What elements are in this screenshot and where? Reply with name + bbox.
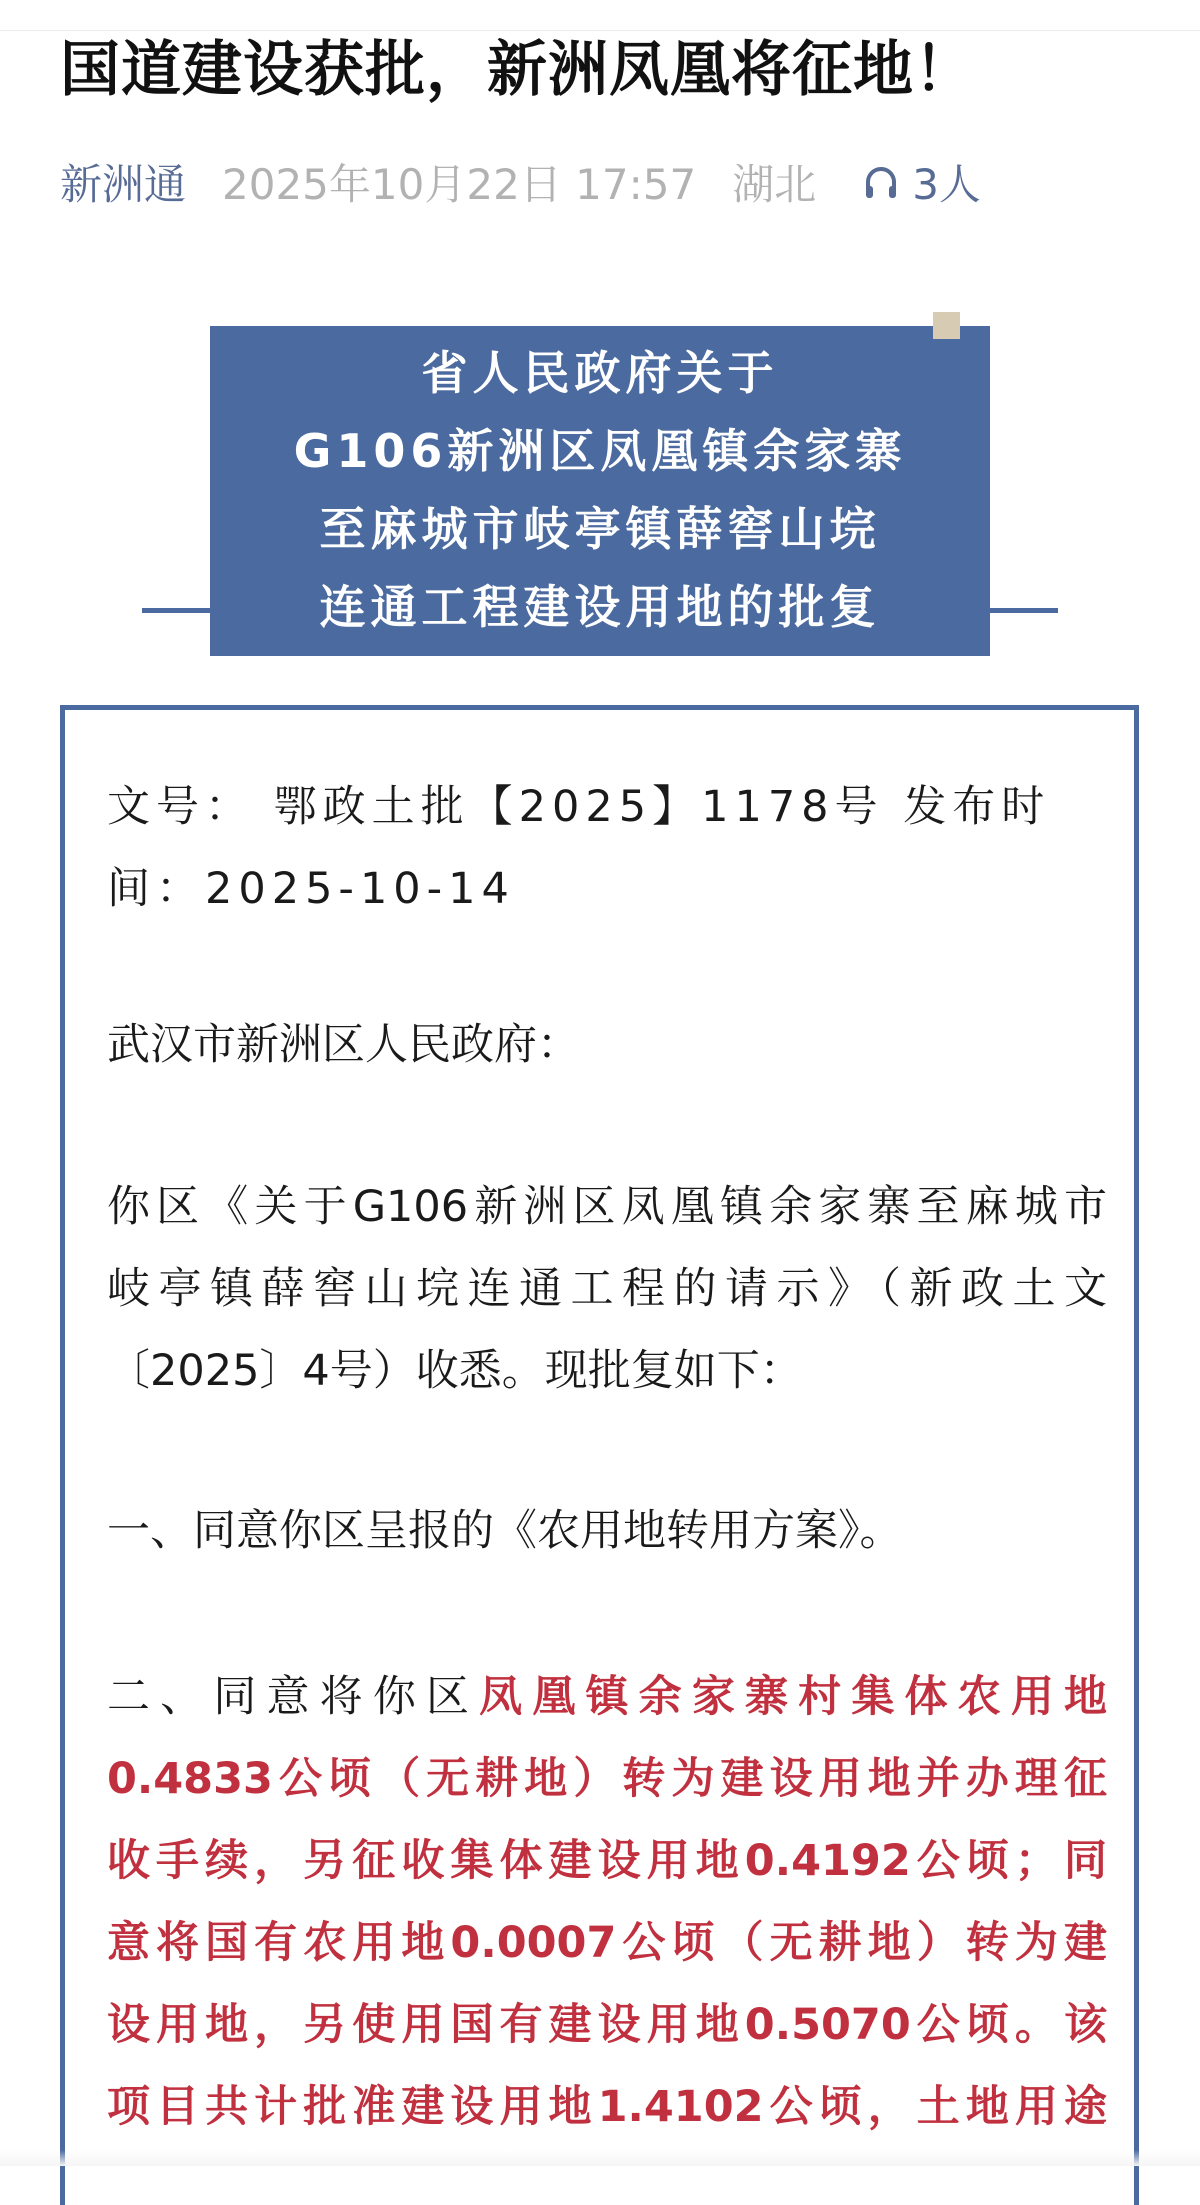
banner-line: 连通工程建设用地的批复 <box>319 580 881 634</box>
publish-region: 湖北 <box>732 160 817 209</box>
paragraph-line: 〔2025〕4号）收悉。现批复如下： <box>107 1346 803 1396</box>
highlighted-line: 意将国有农用地0.0007公顷（无耕地）转为建 <box>107 1918 1107 1968</box>
listen-count: 3人 <box>912 160 981 209</box>
publish-date: 2025年10月22日 17:57 <box>222 160 697 209</box>
banner-line: 省人民政府关于 <box>421 346 779 400</box>
banner-rule-right <box>988 608 1058 613</box>
banner-line: 至麻城市岐亭镇薛窖山垸 <box>319 502 881 556</box>
highlighted-line: 设用地，另使用国有建设用地0.5070公顷。该 <box>107 2000 1107 2050</box>
highlighted-line: 0.4833公顷（无耕地）转为建设用地并办理征 <box>107 1754 1107 1804</box>
article-meta <box>60 152 981 212</box>
item-two-prefix: 二、同意将你区 <box>107 1672 480 1722</box>
doc-number-line: 文号： 鄂政土批【2025】1178号 发布时 <box>107 782 1051 832</box>
paragraph-line: 岐亭镇薛窖山垸连通工程的请示》（新政土文 <box>107 1264 1107 1314</box>
author-link[interactable]: 新洲通 <box>60 160 187 209</box>
banner-heading <box>210 334 990 646</box>
banner-rule-left <box>142 608 212 613</box>
listen-button[interactable] <box>860 152 981 212</box>
bottom-edge <box>0 2150 1200 2166</box>
headphones-icon <box>860 161 902 203</box>
addressee: 武汉市新洲区人民政府： <box>107 1020 580 1070</box>
paragraph-line: 你区《关于G106新洲区凤凰镇余家寨至麻城市 <box>107 1182 1107 1232</box>
item-two-line <box>107 1656 1107 1738</box>
article-title: 国道建设获批，新洲凤凰将征地！ <box>60 35 975 105</box>
highlighted-line: 收手续，另征收集体建设用地0.4192公顷；同 <box>107 1836 1107 1886</box>
doc-date-line: 间：2025-10-14 <box>107 864 515 914</box>
highlighted-text: 凤凰镇余家寨村集体农用地 <box>479 1672 1108 1722</box>
item-one: 一、同意你区呈报的《农用地转用方案》。 <box>107 1506 903 1556</box>
highlighted-line: 项目共计批准建设用地1.4102公顷，土地用途 <box>107 2082 1107 2132</box>
document-body <box>107 766 1107 2148</box>
banner-line: G106新洲区凤凰镇余家寨 <box>293 424 907 478</box>
top-edge <box>0 0 1200 31</box>
